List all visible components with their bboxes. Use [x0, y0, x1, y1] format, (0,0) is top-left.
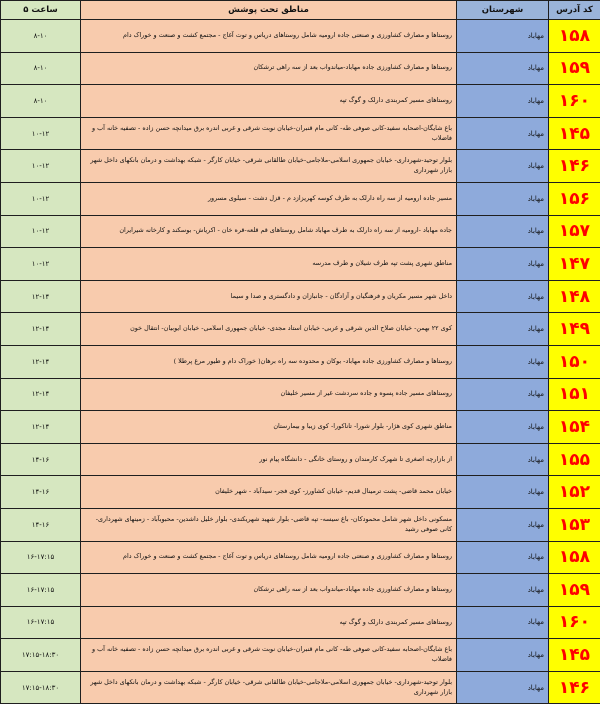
table-row — [1, 639, 600, 672]
table-body — [1, 20, 600, 704]
city-cell: مهاباد — [457, 443, 549, 476]
time-slot-cell: ۱۴-۱۶ — [1, 508, 81, 541]
coverage-area-cell: بلوار توحید-شهرداری- خیابان جمهوری اسلامی-ملاجامی-خیابان طالقانی شرقی- خیابان کارگر - شبکه بهداشت و درمان بانکهای داخل شهر بازار شهرداری — [81, 671, 457, 704]
time-slot-cell: ۱۲-۱۴ — [1, 313, 81, 346]
table-row — [1, 345, 600, 378]
coverage-area-cell: کوی ۲۲ بهمن- خیابان صلاح الدین شرقی و غربی- خیابان استاد مجدی- خیابان جمهوری اسلامی- خیابان ایوبیان- انتقال خون — [81, 313, 457, 346]
time-slot-cell: ۱۴-۱۶ — [1, 476, 81, 509]
coverage-area-cell: روستاهای مسیر کمربندی دارلک و گوگ تپه — [81, 606, 457, 639]
city-cell: مهاباد — [457, 20, 549, 53]
city-cell: مهاباد — [457, 215, 549, 248]
time-slot-cell: ۱۴-۱۶ — [1, 443, 81, 476]
address-code-cell: ۱۵۹ — [549, 574, 600, 607]
city-cell: مهاباد — [457, 606, 549, 639]
address-code-cell: ۱۵۹ — [549, 52, 600, 85]
table-row — [1, 248, 600, 281]
table-row — [1, 150, 600, 183]
table-row — [1, 574, 600, 607]
time-slot-cell: ۸-۱۰ — [1, 20, 81, 53]
table-row — [1, 182, 600, 215]
city-cell: مهاباد — [457, 476, 549, 509]
table-row — [1, 52, 600, 85]
city-cell: مهاباد — [457, 117, 549, 150]
address-code-cell: ۱۵۵ — [549, 443, 600, 476]
header-time: ساعت ۵ — [1, 1, 81, 20]
coverage-area-cell: مناطق شهری پشت تپه طرف شیلان و طرف مدرسه — [81, 248, 457, 281]
table-row — [1, 313, 600, 346]
coverage-area-cell: روستاها و مصارف کشاورزی جاده مهاباد- بوکان و محدوده سه راه برهان( خوراک دام و طیور مرغ پرطلا ) — [81, 345, 457, 378]
city-cell: مهاباد — [457, 574, 549, 607]
address-code-cell: ۱۵۰ — [549, 345, 600, 378]
address-code-cell: ۱۵۷ — [549, 215, 600, 248]
time-slot-cell: ۱۶-۱۷:۱۵ — [1, 574, 81, 607]
city-cell: مهاباد — [457, 411, 549, 444]
coverage-area-cell: مسیر جاده ارومیه از سه راه دارلک به طرف کوسه کهریزازد م - قزل دشت - سیلوی مسرور — [81, 182, 457, 215]
coverage-area-cell: روستاها و مصارف کشاورزی و صنعتی جاده ارومیه شامل روستاهای دریاس و توت آغاج - مجتمع کشت و صنعت و خوراک دام — [81, 541, 457, 574]
time-slot-cell: ۱۰-۱۲ — [1, 215, 81, 248]
address-code-cell: ۱۴۸ — [549, 280, 600, 313]
table-row — [1, 411, 600, 444]
table-row — [1, 215, 600, 248]
table-row — [1, 508, 600, 541]
coverage-area-cell: مسکونی داخل شهر شامل محمودکان- باغ سیسه- تپه قاضی- بلوار شهید شهریکندی- بلوار خلیل داشدین- محبوبآباد - زمینهای شهرداری- کانی صوفی رشید — [81, 508, 457, 541]
address-code-cell: ۱۴۶ — [549, 150, 600, 183]
address-code-cell: ۱۵۶ — [549, 182, 600, 215]
time-slot-cell: ۱۷:۱۵-۱۸:۳۰ — [1, 639, 81, 672]
coverage-area-cell: بلوار توحید-شهرداری- خیابان جمهوری اسلامی-ملاجامی-خیابان طالقانی شرقی- خیابان کارگر - شبکه بهداشت و درمان بانکهای داخل شهر بازار شهرداری — [81, 150, 457, 183]
address-code-cell: ۱۵۳ — [549, 508, 600, 541]
table-row — [1, 443, 600, 476]
coverage-area-cell: مناطق شهری کوی هژار- بلوار شورا- تاناکورا- کوی زیبا و بیمارستان — [81, 411, 457, 444]
coverage-area-cell: باغ شایگان-اصحابه سفید-کانی صوفی طه- کانی مام قنبران-خیابان نوبت شرقی و غربی اندره برق میدانچه حسن زاده - تصفیه خانه آب و فاضلاب — [81, 117, 457, 150]
address-code-cell: ۱۵۴ — [549, 411, 600, 444]
time-slot-cell: ۱۰-۱۲ — [1, 182, 81, 215]
table-row — [1, 606, 600, 639]
coverage-area-cell: داخل شهر مسیر مکریان و فرهنگیان و آزادگان - جانبازان و دادگستری و صدا و سیما — [81, 280, 457, 313]
address-code-cell: ۱۵۸ — [549, 541, 600, 574]
time-slot-cell: ۱۲-۱۴ — [1, 378, 81, 411]
table-row — [1, 20, 600, 53]
coverage-area-cell: روستاها و مصارف کشاورزی جاده مهاباد-میاندواب بعد از سه راهی ترشکان — [81, 574, 457, 607]
header-row — [1, 1, 600, 20]
address-code-cell: ۱۴۹ — [549, 313, 600, 346]
time-slot-cell: ۱۶-۱۷:۱۵ — [1, 606, 81, 639]
table-row — [1, 117, 600, 150]
table-header — [1, 1, 600, 20]
table-row — [1, 541, 600, 574]
time-slot-cell: ۱۰-۱۲ — [1, 150, 81, 183]
header-code: کد آدرس — [549, 1, 600, 20]
time-slot-cell: ۱۰-۱۲ — [1, 117, 81, 150]
coverage-area-cell: روستاها و مصارف کشاورزی و صنعتی جاده ارومیه شامل روستاهای دریاس و توت آغاج - مجتمع کشت و صنعت و خوراک دام — [81, 20, 457, 53]
city-cell: مهاباد — [457, 639, 549, 672]
coverage-area-cell: روستاها و مصارف کشاورزی جاده مهاباد-میاندواب بعد از سه راهی ترشکان — [81, 52, 457, 85]
address-code-cell: ۱۶۰ — [549, 85, 600, 118]
coverage-area-cell: از بازارچه اصغری تا شهرک کارمندان و روستای خانگی - دانشگاه پیام نور — [81, 443, 457, 476]
address-code-cell: ۱۴۷ — [549, 248, 600, 281]
time-slot-cell: ۸-۱۰ — [1, 85, 81, 118]
table-row — [1, 280, 600, 313]
time-slot-cell: ۱۷:۱۵-۱۸:۳۰ — [1, 671, 81, 704]
city-cell: مهاباد — [457, 541, 549, 574]
city-cell: مهاباد — [457, 671, 549, 704]
city-cell: مهاباد — [457, 150, 549, 183]
address-code-cell: ۱۵۸ — [549, 20, 600, 53]
address-code-cell: ۱۵۱ — [549, 378, 600, 411]
city-cell: مهاباد — [457, 313, 549, 346]
time-slot-cell: ۱۲-۱۴ — [1, 280, 81, 313]
address-code-cell: ۱۴۵ — [549, 117, 600, 150]
time-slot-cell: ۱۶-۱۷:۱۵ — [1, 541, 81, 574]
coverage-area-cell: روستاهای مسیر جاده پسوه و جاده سردشت غیر از مسیر خلیفان — [81, 378, 457, 411]
city-cell: مهاباد — [457, 508, 549, 541]
city-cell: مهاباد — [457, 182, 549, 215]
city-cell: مهاباد — [457, 52, 549, 85]
table-row — [1, 671, 600, 704]
coverage-area-cell: خیابان محمد قاضی- پشت ترمینال قدیم- خیابان کشاورز- کوی فجر- سیدآباد - شهر خلیفان — [81, 476, 457, 509]
time-slot-cell: ۱۰-۱۲ — [1, 248, 81, 281]
address-code-cell: ۱۶۰ — [549, 606, 600, 639]
address-code-cell: ۱۵۲ — [549, 476, 600, 509]
coverage-area-cell: روستاهای مسیر کمربندی دارلک و گوگ تپه — [81, 85, 457, 118]
table-row — [1, 378, 600, 411]
city-cell: مهاباد — [457, 378, 549, 411]
coverage-area-cell: باغ شایگان-اصحابه سفید-کانی صوفی طه- کانی مام قنبران-خیابان نوبت شرقی و غربی اندره برق میدانچه حسن زاده - تصفیه خانه آب و فاضلاب — [81, 639, 457, 672]
coverage-area-cell: جاده مهاباد -ارومیه از سه راه دارلک به طرف مهاباد شامل روستاهای قم قلعه-قره خان - اکریاش- بوسکند و کارخانه شیرایران — [81, 215, 457, 248]
time-slot-cell: ۸-۱۰ — [1, 52, 81, 85]
city-cell: مهاباد — [457, 85, 549, 118]
address-code-cell: ۱۴۶ — [549, 671, 600, 704]
header-city: شهرستان — [457, 1, 549, 20]
address-code-cell: ۱۴۵ — [549, 639, 600, 672]
city-cell: مهاباد — [457, 280, 549, 313]
table-row — [1, 476, 600, 509]
city-cell: مهاباد — [457, 248, 549, 281]
time-slot-cell: ۱۲-۱۴ — [1, 345, 81, 378]
table-row — [1, 85, 600, 118]
city-cell: مهاباد — [457, 345, 549, 378]
time-slot-cell: ۱۲-۱۴ — [1, 411, 81, 444]
header-area: مناطق تحت پوشش — [81, 1, 457, 20]
